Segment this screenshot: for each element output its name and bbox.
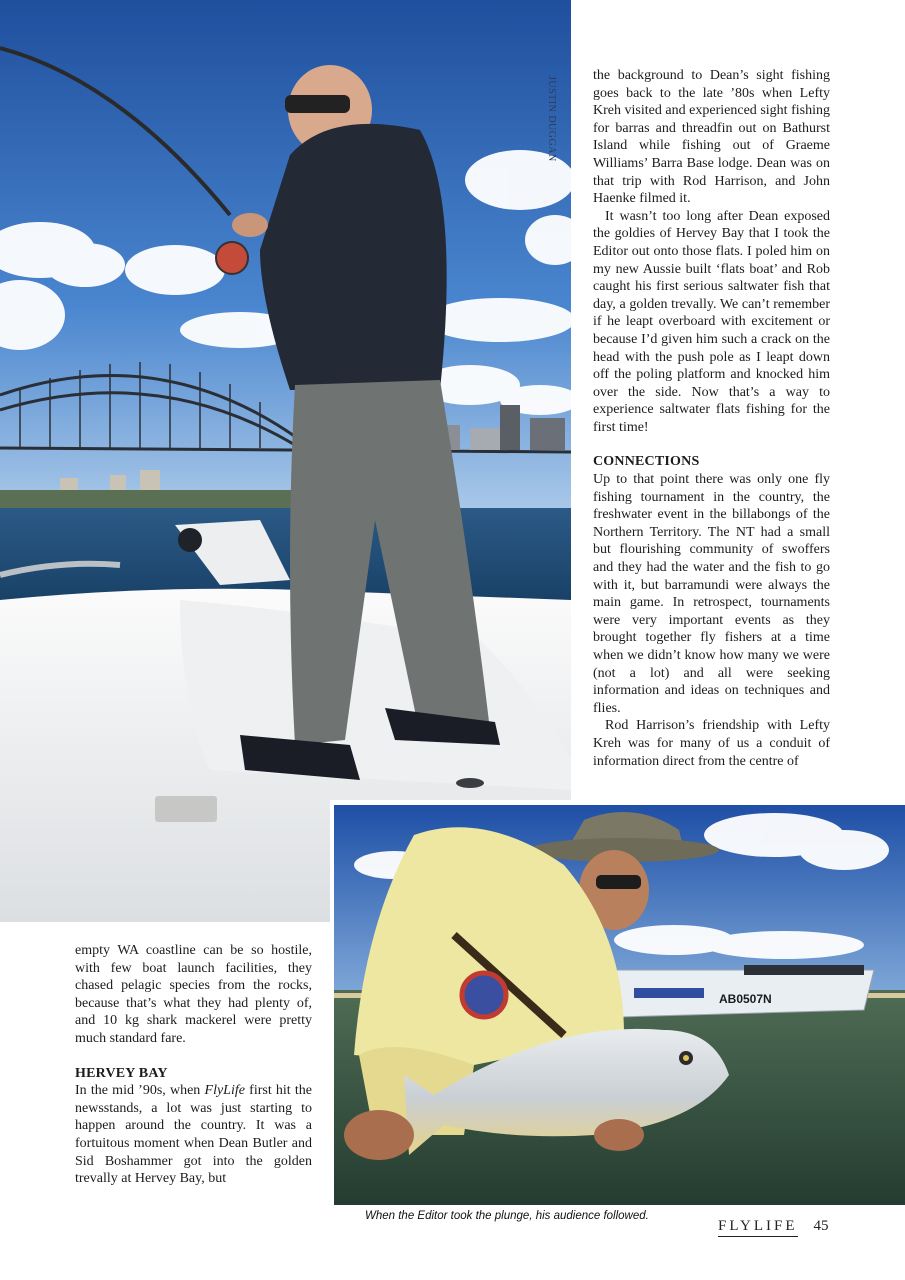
magazine-title: FlyLife xyxy=(204,1083,245,1099)
article-column-left xyxy=(75,942,312,1188)
photo-golden-trevally xyxy=(334,805,905,1205)
paragraph: the background to Dean’s sight fishing goes back to the late ’80s when Lefty Kreh visited and experienced sight fishing for barras and threadfin out on Bathurst Island while fishing out of Graeme Williams’ Barra Base lodge. Dean was on that trip with Rod Harrison, and John Haenke filmed it. xyxy=(593,68,830,207)
page-footer xyxy=(718,1218,829,1237)
paragraph: In the mid ’90s, when FlyLife first hit the newsstands, a lot was just starting to happen around the country. It was a fortuitous moment when Dean Butler and Sid Boshammer got into the golden trevally at Hervey Bay, but xyxy=(75,1083,313,1187)
trevally-scene xyxy=(334,805,905,1205)
section-heading-hervey-bay: HERVEY BAY xyxy=(75,1065,168,1081)
photo-angler-harbour xyxy=(0,0,571,922)
section-heading-connections: CONNECTIONS xyxy=(593,454,700,470)
paragraph: Up to that point there was only one fly fishing tournament in the country, the freshwater event in the billabongs of the Northern Territory. The NT had a small but flourishing community of swoffers and they had the water and the fish to go with it, but barramundi were always the main game. In retrospect, tournaments were very important events as they brought together fly fishers at a time when we didn’t know how many we were (not a lot) and all were seeking information and ideas on techniques and flies. xyxy=(593,472,830,716)
harbour-scene xyxy=(0,0,571,922)
article-column-right xyxy=(593,67,830,770)
photo-credit: JUSTIN DUGGAN xyxy=(546,76,557,162)
paragraph: empty WA coastline can be so hostile, with few boat launch facilities, they chased pelagic species from the rocks, because that’s what they had plenty of, and 10 kg shark mackerel were pretty much standard fare. xyxy=(75,943,312,1046)
page-number: 45 xyxy=(813,1218,829,1234)
paragraph: It wasn’t too long after Dean exposed the goldies of Hervey Bay that I took the Editor out onto those flats. I poled him on my new Aussie built ‘flats boat’ and Rob caught his first serious saltwater fish that day, a golden trevally. We can’t remember if he leapt overboard with excitement or because I’d given him such a crack on the head with the push pole as I leapt down off the poling platform and knocked him over the side. Now that’s a way to experience saltwater flats fishing for the first time! xyxy=(593,208,830,435)
boat-registration: AB0507N xyxy=(719,992,772,1006)
magazine-brand: FLYLIFE xyxy=(718,1218,798,1237)
paragraph: Rod Harrison’s friendship with Lefty Kreh was for many of us a conduit of information direct from the centre of xyxy=(593,718,830,769)
photo-caption: When the Editor took the plunge, his audience followed. xyxy=(365,1210,649,1222)
